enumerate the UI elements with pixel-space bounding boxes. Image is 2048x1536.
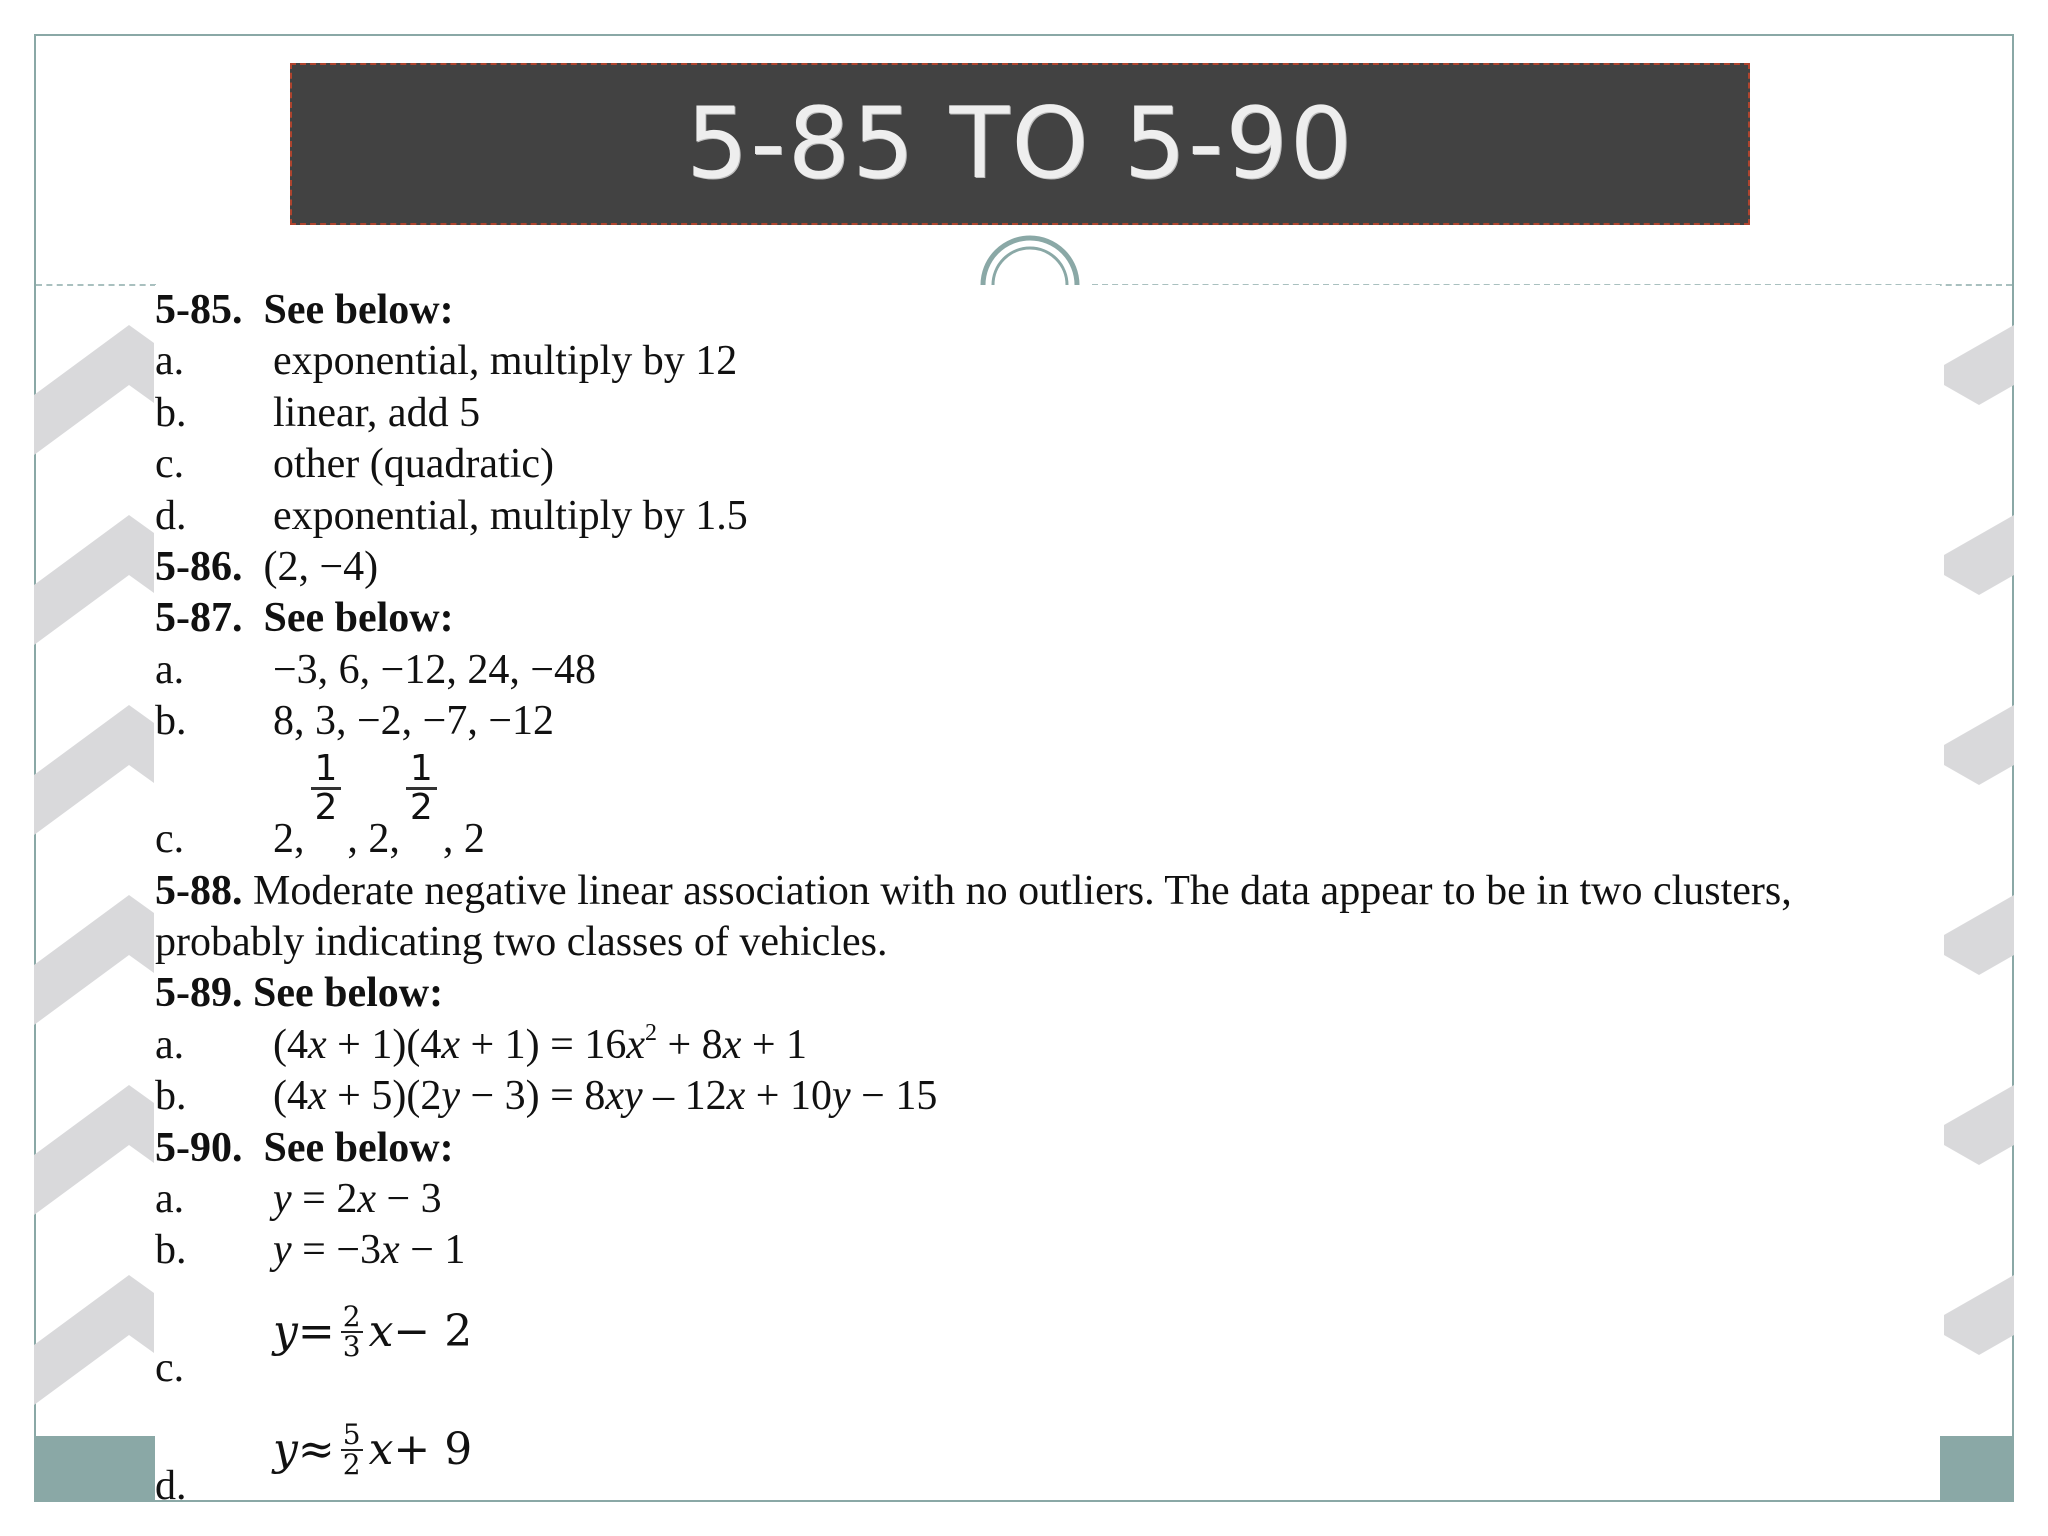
list-item: b. linear, add 5 bbox=[155, 389, 481, 436]
problem-5-90-heading: 5-90. See below: bbox=[155, 1124, 454, 1171]
problem-5-88: 5-88. Moderate negative linear association with no outliers. The data appear to be in two clusters, probably indicating two classes of vehicles. bbox=[155, 867, 1792, 965]
problem-5-87-heading: 5-87. See below: bbox=[155, 595, 454, 642]
list-item: d. y ≈ $\frac{5}{2}$ x + 9 bbox=[155, 1417, 473, 1510]
title-banner bbox=[290, 63, 1750, 225]
list-item: c. other (quadratic) bbox=[155, 441, 555, 488]
fraction-two-thirds: $\frac{2}{3}$ bbox=[342, 1299, 361, 1363]
problem-5-89-heading: 5-89. See below: bbox=[155, 970, 444, 1017]
fraction-five-halves: $\frac{5}{2}$ bbox=[342, 1417, 361, 1481]
list-item: b. (4x + 5)(2y − 3) = 8xy – 12x + 10y − 15 bbox=[155, 1073, 938, 1120]
list-item: c. 2, $\frac{1}{2}$ , 2, $\frac{1}{2}$ , 2 bbox=[155, 747, 485, 863]
slide-title: 5-85 TO 5-90 bbox=[685, 87, 1355, 201]
answer-content bbox=[155, 285, 1940, 1510]
list-item: a. $(4x + 1)(4x + 1) = 16x^2 + 8x + 1$ bbox=[155, 1019, 808, 1068]
list-item: d. exponential, multiply by 1.5 bbox=[155, 492, 748, 539]
problem-5-86: 5-86. (2, −4) bbox=[155, 543, 379, 590]
equation-d: y ≈ $\frac{5}{2}$ x + 9 bbox=[273, 1417, 473, 1481]
problem-5-85-heading: 5-85. See below: bbox=[155, 287, 454, 333]
fraction-one-half: $\frac{1}{2}$ bbox=[311, 751, 342, 826]
list-item: b. y = −3x − 1 bbox=[155, 1227, 466, 1274]
list-item: a. y = 2x − 3 bbox=[155, 1175, 442, 1222]
list-item: c. y = $\frac{2}{3}$ x − 2 bbox=[155, 1299, 473, 1392]
equation-c: y = $\frac{2}{3}$ x − 2 bbox=[273, 1299, 473, 1363]
divider-left bbox=[36, 284, 156, 286]
list-item: b. 8, 3, −2, −7, −12 bbox=[155, 698, 555, 745]
fraction-one-half: $\frac{1}{2}$ bbox=[406, 751, 437, 826]
list-item: a. exponential, multiply by 12 bbox=[155, 338, 738, 385]
list-item: a. −3, 6, −12, 24, −48 bbox=[155, 646, 597, 693]
